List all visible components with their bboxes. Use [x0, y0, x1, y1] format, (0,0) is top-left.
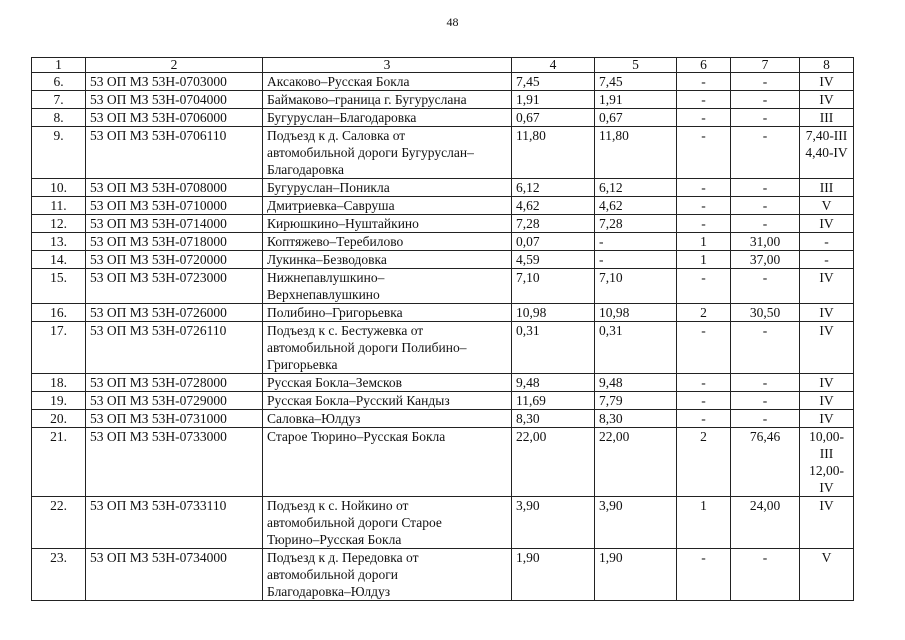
bridges-count: 2 — [677, 428, 731, 497]
road-code: 53 ОП МЗ 53Н-0723000 — [86, 269, 263, 304]
length-total: 6,12 — [512, 179, 595, 197]
road-category: 10,00-III 12,00-IV — [800, 428, 854, 497]
road-name: Подъезд к с. Нойкино от автомобильной дороги Старое Тюрино–Русская Бокла — [263, 497, 512, 549]
header-cell-7: 7 — [731, 58, 800, 73]
bridges-length: - — [731, 269, 800, 304]
road-category: IV — [800, 73, 854, 91]
length-total: 11,69 — [512, 392, 595, 410]
length-paved: 0,31 — [595, 322, 677, 374]
road-name: Баймаково–граница г. Бугуруслана — [263, 91, 512, 109]
table-row — [32, 109, 854, 127]
length-paved: 3,90 — [595, 497, 677, 549]
length-total: 8,30 — [512, 410, 595, 428]
road-code: 53 ОП МЗ 53Н-0710000 — [86, 197, 263, 215]
header-row — [32, 58, 854, 73]
table-body — [32, 73, 854, 601]
bridges-count: - — [677, 215, 731, 233]
road-name: Аксаково–Русская Бокла — [263, 73, 512, 91]
bridges-length: - — [731, 410, 800, 428]
row-number: 17. — [32, 322, 86, 374]
length-paved: 7,79 — [595, 392, 677, 410]
length-total: 0,67 — [512, 109, 595, 127]
table-row — [32, 251, 854, 269]
road-name: Нижнепавлушкино– Верхнепавлушкино — [263, 269, 512, 304]
road-name: Бугуруслан–Поникла — [263, 179, 512, 197]
bridges-length: - — [731, 215, 800, 233]
road-name: Подъезд к с. Бестужевка от автомобильной дороги Полибино– Григорьевка — [263, 322, 512, 374]
length-paved: 7,45 — [595, 73, 677, 91]
bridges-length: - — [731, 549, 800, 601]
row-number: 18. — [32, 374, 86, 392]
road-name: Кирюшкино–Нуштайкино — [263, 215, 512, 233]
bridges-count: 1 — [677, 251, 731, 269]
bridges-length: - — [731, 374, 800, 392]
row-number: 6. — [32, 73, 86, 91]
bridges-length: - — [731, 322, 800, 374]
length-paved: 1,91 — [595, 91, 677, 109]
length-total: 11,80 — [512, 127, 595, 179]
bridges-length: - — [731, 197, 800, 215]
header-cell-1: 1 — [32, 58, 86, 73]
road-category: - — [800, 251, 854, 269]
length-paved: 9,48 — [595, 374, 677, 392]
table-row — [32, 304, 854, 322]
bridges-count: - — [677, 410, 731, 428]
length-total: 7,45 — [512, 73, 595, 91]
length-total: 1,91 — [512, 91, 595, 109]
road-name: Полибино–Григорьевка — [263, 304, 512, 322]
length-total: 0,31 — [512, 322, 595, 374]
road-code: 53 ОП МЗ 53Н-0733000 — [86, 428, 263, 497]
row-number: 21. — [32, 428, 86, 497]
length-paved: 4,62 — [595, 197, 677, 215]
header-cell-2: 2 — [86, 58, 263, 73]
bridges-count: - — [677, 109, 731, 127]
row-number: 12. — [32, 215, 86, 233]
road-category: IV — [800, 392, 854, 410]
road-code: 53 ОП МЗ 53Н-0726110 — [86, 322, 263, 374]
header-cell-6: 6 — [677, 58, 731, 73]
table-row — [32, 91, 854, 109]
road-code: 53 ОП МЗ 53Н-0726000 — [86, 304, 263, 322]
length-paved: 7,28 — [595, 215, 677, 233]
bridges-length: - — [731, 91, 800, 109]
length-paved: - — [595, 251, 677, 269]
length-total: 4,62 — [512, 197, 595, 215]
road-name: Старое Тюрино–Русская Бокла — [263, 428, 512, 497]
bridges-count: - — [677, 392, 731, 410]
bridges-length: - — [731, 127, 800, 179]
length-total: 7,28 — [512, 215, 595, 233]
road-code: 53 ОП МЗ 53Н-0728000 — [86, 374, 263, 392]
bridges-length: - — [731, 179, 800, 197]
length-total: 4,59 — [512, 251, 595, 269]
road-category: IV — [800, 269, 854, 304]
row-number: 13. — [32, 233, 86, 251]
road-category: IV — [800, 322, 854, 374]
table-row — [32, 197, 854, 215]
table-row — [32, 392, 854, 410]
bridges-count: - — [677, 197, 731, 215]
bridges-length: 30,50 — [731, 304, 800, 322]
table-row — [32, 322, 854, 374]
table-row — [32, 127, 854, 179]
road-name: Саловка–Юлдуз — [263, 410, 512, 428]
length-total: 10,98 — [512, 304, 595, 322]
roads-table — [31, 57, 854, 601]
bridges-length: 37,00 — [731, 251, 800, 269]
road-code: 53 ОП МЗ 53Н-0731000 — [86, 410, 263, 428]
length-paved: 22,00 — [595, 428, 677, 497]
bridges-count: - — [677, 179, 731, 197]
row-number: 14. — [32, 251, 86, 269]
table-row — [32, 215, 854, 233]
length-total: 0,07 — [512, 233, 595, 251]
table-row — [32, 73, 854, 91]
row-number: 8. — [32, 109, 86, 127]
header-cell-8: 8 — [800, 58, 854, 73]
row-number: 22. — [32, 497, 86, 549]
bridges-length: 76,46 — [731, 428, 800, 497]
bridges-length: - — [731, 109, 800, 127]
road-name: Дмитриевка–Савруша — [263, 197, 512, 215]
road-name: Русская Бокла–Русский Кандыз — [263, 392, 512, 410]
length-paved: 0,67 — [595, 109, 677, 127]
header-cell-4: 4 — [512, 58, 595, 73]
row-number: 20. — [32, 410, 86, 428]
bridges-count: - — [677, 127, 731, 179]
road-category: V — [800, 197, 854, 215]
table-row — [32, 269, 854, 304]
row-number: 9. — [32, 127, 86, 179]
road-category: III — [800, 109, 854, 127]
road-category: - — [800, 233, 854, 251]
bridges-count: 2 — [677, 304, 731, 322]
bridges-count: - — [677, 91, 731, 109]
road-category: IV — [800, 497, 854, 549]
road-code: 53 ОП МЗ 53Н-0720000 — [86, 251, 263, 269]
road-code: 53 ОП МЗ 53Н-0733110 — [86, 497, 263, 549]
table-row — [32, 179, 854, 197]
road-code: 53 ОП МЗ 53Н-0714000 — [86, 215, 263, 233]
length-total: 1,90 — [512, 549, 595, 601]
bridges-length: 31,00 — [731, 233, 800, 251]
bridges-count: - — [677, 73, 731, 91]
bridges-count: 1 — [677, 497, 731, 549]
road-code: 53 ОП МЗ 53Н-0729000 — [86, 392, 263, 410]
road-name: Подъезд к д. Передовка от автомобильной дороги Благодаровка–Юлдуз — [263, 549, 512, 601]
table-row — [32, 428, 854, 497]
bridges-count: - — [677, 322, 731, 374]
road-name: Подъезд к д. Саловка от автомобильной дороги Бугуруслан– Благодаровка — [263, 127, 512, 179]
length-total: 7,10 — [512, 269, 595, 304]
row-number: 16. — [32, 304, 86, 322]
row-number: 23. — [32, 549, 86, 601]
road-name: Коптяжево–Теребилово — [263, 233, 512, 251]
table-row — [32, 410, 854, 428]
road-code: 53 ОП МЗ 53Н-0703000 — [86, 73, 263, 91]
road-category: IV — [800, 215, 854, 233]
bridges-count: - — [677, 374, 731, 392]
header-cell-3: 3 — [263, 58, 512, 73]
bridges-length: 24,00 — [731, 497, 800, 549]
row-number: 19. — [32, 392, 86, 410]
row-number: 7. — [32, 91, 86, 109]
road-name: Русская Бокла–Земсков — [263, 374, 512, 392]
header-cell-5: 5 — [595, 58, 677, 73]
road-category: IV — [800, 374, 854, 392]
bridges-count: - — [677, 549, 731, 601]
length-paved: 10,98 — [595, 304, 677, 322]
length-paved: 8,30 — [595, 410, 677, 428]
road-category: 7,40-III 4,40-IV — [800, 127, 854, 179]
road-code: 53 ОП МЗ 53Н-0708000 — [86, 179, 263, 197]
road-name: Бугуруслан–Благодаровка — [263, 109, 512, 127]
road-category: IV — [800, 304, 854, 322]
table-row — [32, 497, 854, 549]
road-code: 53 ОП МЗ 53Н-0706000 — [86, 109, 263, 127]
length-paved: 6,12 — [595, 179, 677, 197]
table-row — [32, 233, 854, 251]
bridges-length: - — [731, 73, 800, 91]
road-category: IV — [800, 410, 854, 428]
road-code: 53 ОП МЗ 53Н-0704000 — [86, 91, 263, 109]
row-number: 11. — [32, 197, 86, 215]
page-number: 48 — [446, 15, 459, 29]
length-paved: - — [595, 233, 677, 251]
row-number: 10. — [32, 179, 86, 197]
table-row — [32, 549, 854, 601]
length-total: 22,00 — [512, 428, 595, 497]
road-category: IV — [800, 91, 854, 109]
road-category: V — [800, 549, 854, 601]
length-paved: 11,80 — [595, 127, 677, 179]
length-total: 3,90 — [512, 497, 595, 549]
bridges-count: 1 — [677, 233, 731, 251]
road-name: Лукинка–Безводовка — [263, 251, 512, 269]
length-total: 9,48 — [512, 374, 595, 392]
length-paved: 1,90 — [595, 549, 677, 601]
length-paved: 7,10 — [595, 269, 677, 304]
road-code: 53 ОП МЗ 53Н-0718000 — [86, 233, 263, 251]
row-number: 15. — [32, 269, 86, 304]
road-category: III — [800, 179, 854, 197]
bridges-length: - — [731, 392, 800, 410]
road-code: 53 ОП МЗ 53Н-0706110 — [86, 127, 263, 179]
bridges-count: - — [677, 269, 731, 304]
road-code: 53 ОП МЗ 53Н-0734000 — [86, 549, 263, 601]
table-row — [32, 374, 854, 392]
